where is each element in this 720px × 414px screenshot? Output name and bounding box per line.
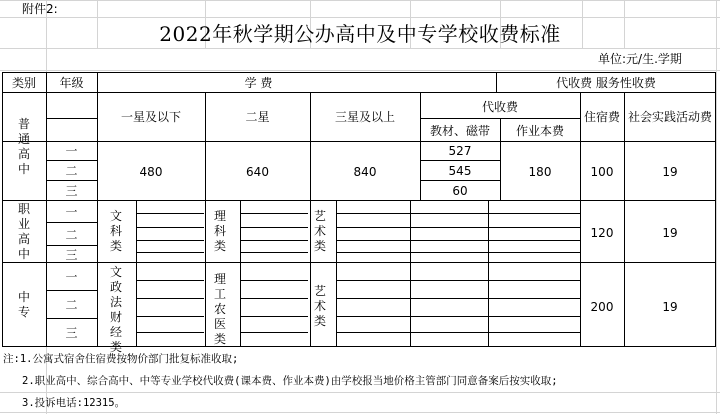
tuition-star1-value: 480	[139, 165, 163, 179]
header-agency: 代收费	[481, 100, 518, 114]
note-line: 3.投诉电话:12315。	[22, 397, 126, 409]
header-textbook: 教材、磁带	[429, 124, 490, 138]
unit-label: 单位:元/生.学期	[598, 52, 682, 66]
grade-cell: 三	[65, 326, 78, 340]
grade-cell: 一	[65, 270, 78, 284]
header-lodging: 住宿费	[583, 110, 620, 124]
header-star2: 二星	[245, 110, 270, 124]
page-title: 2022年秋学期公办高中及中专学校收费标准	[159, 22, 561, 46]
homework-value: 180	[528, 165, 552, 179]
textbook-value: 60	[452, 184, 468, 198]
subject-engineering-agri-medical: 理工农医类	[213, 272, 226, 346]
grade-cell: 三	[65, 184, 78, 198]
header-star3: 三星及以上	[334, 110, 395, 124]
header-agency-service: 代收费 服务性收费	[556, 76, 656, 90]
header-star1: 一星及以下	[120, 110, 181, 124]
header-category: 类别	[11, 76, 36, 90]
note-line: 注:1.公寓式宿舍住宿费按物价部门批复标准收取;	[3, 353, 239, 365]
subject-arts: 艺术类	[313, 284, 326, 328]
grade-cell: 一	[65, 144, 78, 158]
section-general: 普通高中	[17, 117, 30, 176]
tuition-star3-value: 840	[353, 165, 377, 179]
header-grade: 年级	[59, 76, 84, 90]
tuition-star2-value: 640	[246, 165, 269, 179]
note-line: 2.职业高中、综合高中、中等专业学校代收费(课本费、作业本费)由学校报当地价格主管部门同意备案后按实收取;	[22, 375, 558, 387]
subject-arts: 艺术类	[313, 209, 326, 253]
practice-value: 19	[662, 226, 678, 240]
lodging-value: 200	[590, 300, 614, 314]
lodging-value: 100	[590, 165, 614, 179]
subject-humanities-law-finance: 文政法财经类	[109, 265, 122, 354]
header-tuition: 学 费	[244, 76, 273, 90]
grade-cell: 二	[65, 164, 78, 178]
subject-liberal-arts: 文科类	[109, 209, 122, 253]
subject-science: 理科类	[213, 209, 226, 253]
attachment-label: 附件2:	[22, 2, 58, 16]
textbook-value: 527	[448, 144, 472, 158]
practice-value: 19	[662, 165, 678, 179]
header-homework: 作业本费	[515, 124, 564, 138]
textbook-value: 545	[448, 164, 472, 178]
header-practice: 社会实践活动费	[627, 110, 712, 124]
grade-cell: 二	[65, 298, 78, 312]
section-secondary: 中专	[17, 290, 30, 319]
grade-cell: 三	[65, 248, 78, 262]
grade-cell: 二	[65, 228, 78, 242]
lodging-value: 120	[590, 226, 614, 240]
practice-value: 19	[662, 300, 678, 314]
grade-cell: 一	[65, 205, 78, 219]
section-vocational: 职业高中	[17, 202, 30, 261]
